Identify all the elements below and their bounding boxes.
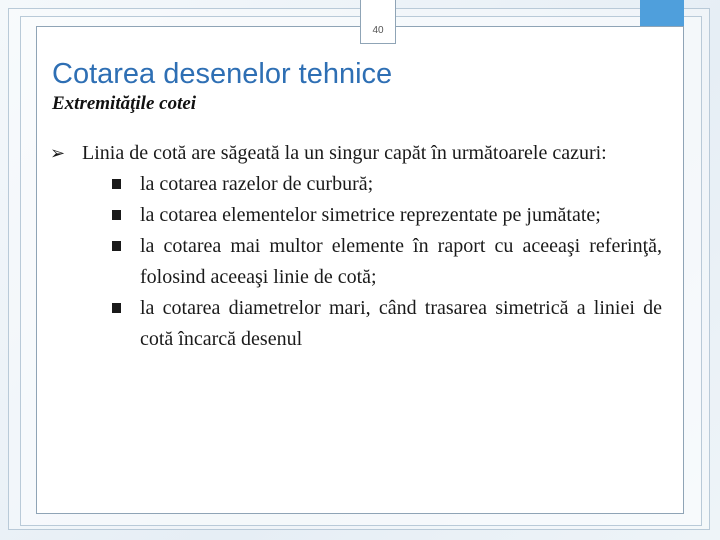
arrow-right-icon: ➢	[50, 143, 66, 164]
square-bullet-icon	[112, 241, 121, 251]
bullet-item	[50, 138, 662, 169]
sub-bullet-list	[50, 169, 662, 355]
sub-bullet-item	[50, 293, 662, 355]
slide-title: Cotarea desenelor tehnice	[52, 58, 393, 90]
slide-subtitle: Extremităţile cotei	[52, 93, 197, 114]
bullet-text: Linia de cotă are săgeată la un singur capăt în următoarele cazuri:	[82, 142, 607, 164]
sub-bullet-item	[50, 200, 662, 231]
slide-content	[50, 138, 662, 355]
sub-bullet-text: la cotarea mai multor elemente în raport cu aceeaşi referinţă, folosind aceeaşi linie de cotă;	[140, 235, 662, 288]
square-bullet-icon	[112, 303, 121, 313]
page-number-tab	[360, 0, 396, 44]
square-bullet-icon	[112, 179, 121, 189]
sub-bullet-text: la cotarea diametrelor mari, când trasarea simetrică a liniei de cotă încarcă desenul	[140, 297, 662, 350]
sub-bullet-item	[50, 169, 662, 200]
sub-bullet-text: la cotarea elementelor simetrice reprezentate pe jumătate;	[140, 204, 601, 226]
square-bullet-icon	[112, 210, 121, 220]
sub-bullet-item	[50, 231, 662, 293]
page-number: 40	[372, 25, 384, 36]
sub-bullet-text: la cotarea razelor de curbură;	[140, 173, 374, 195]
